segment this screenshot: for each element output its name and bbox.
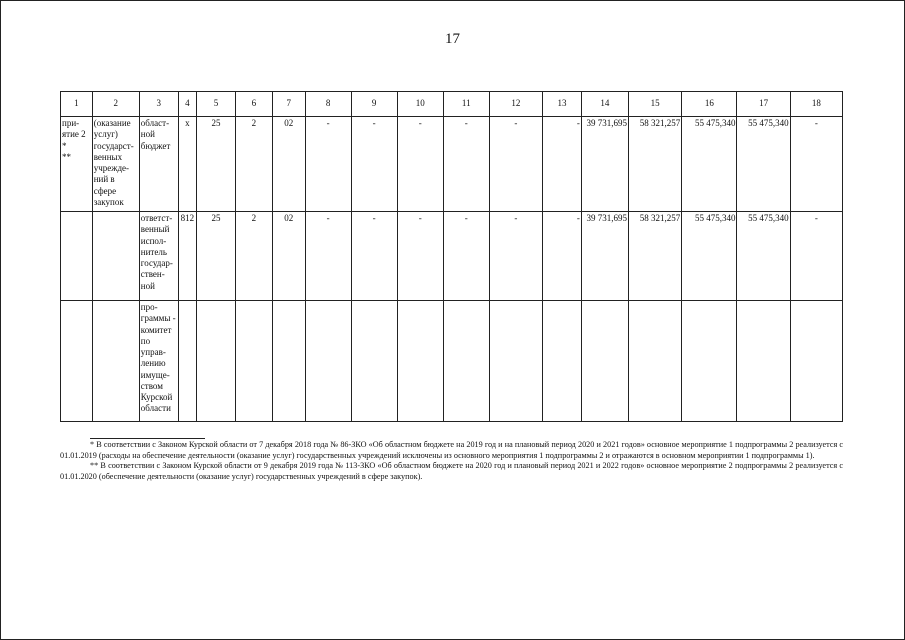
value-cell: 58 321,257 [628, 212, 681, 301]
value-cell: - [443, 212, 489, 301]
header-cell: 8 [305, 92, 351, 117]
header-cell: 7 [272, 92, 305, 117]
header-cell: 18 [790, 92, 842, 117]
event-cell: при- ятие 2 * ** [61, 117, 93, 212]
page-number: 17 [445, 31, 460, 47]
value-cell: 55 475,340 [737, 212, 790, 301]
code-cell [197, 301, 236, 422]
value-cell [351, 301, 397, 422]
budget-table [60, 91, 843, 422]
code-cell: 2 [236, 117, 273, 212]
code-cell: 2 [236, 212, 273, 301]
header-cell: 12 [489, 92, 542, 117]
value-cell: - [351, 212, 397, 301]
value-cell: 55 475,340 [682, 212, 737, 301]
header-cell: 11 [443, 92, 489, 117]
value-cell: - [790, 212, 842, 301]
header-cell: 3 [139, 92, 178, 117]
value-cell [790, 301, 842, 422]
header-cell: 4 [178, 92, 196, 117]
source-cell: област- ной бюджет [139, 117, 178, 212]
value-cell [682, 301, 737, 422]
header-cell: 9 [351, 92, 397, 117]
value-cell: - [489, 117, 542, 212]
value-cell: 39 731,695 [581, 117, 628, 212]
grbs-cell: 812 [178, 212, 196, 301]
code-cell [236, 301, 273, 422]
footnote-1-text: * В соответствии с Законом Курской области от 7 декабря 2018 года № 86-ЗКО «Об областном бюджете на 2019 год и на плановый период 2020 и 2021 годов» основное мероприятие 1 подпрограммы 2 реализуется с 01.01.2019 (расходы на обеспечение деятельности (оказание услуг) государственных учреждений исключены из основного мероприятия 1 подпрограммы 2 и отражаются в основном мероприятии 1 подпрограммы 1). [60, 440, 843, 460]
header-cell: 17 [737, 92, 790, 117]
value-cell: - [397, 117, 443, 212]
value-cell: - [305, 212, 351, 301]
code-cell: 25 [197, 212, 236, 301]
value-cell: - [397, 212, 443, 301]
header-cell: 15 [628, 92, 681, 117]
value-cell [543, 301, 582, 422]
value-cell: - [543, 212, 582, 301]
code-cell: 02 [272, 117, 305, 212]
grbs-cell: х [178, 117, 196, 212]
value-cell: - [489, 212, 542, 301]
header-cell: 14 [581, 92, 628, 117]
code-cell [272, 301, 305, 422]
value-cell: - [790, 117, 842, 212]
value-cell [397, 301, 443, 422]
footnote-1 [60, 440, 843, 461]
value-cell [581, 301, 628, 422]
code-cell: 02 [272, 212, 305, 301]
value-cell [489, 301, 542, 422]
value-cell [443, 301, 489, 422]
footnote-divider [90, 438, 205, 439]
value-cell: 58 321,257 [628, 117, 681, 212]
value-cell: 39 731,695 [581, 212, 628, 301]
footnote-2 [60, 461, 843, 482]
value-cell [737, 301, 790, 422]
event-name-cell: (оказание услуг) государст- венных учрежде- ний в сфере закупок [92, 117, 139, 212]
header-cell: 2 [92, 92, 139, 117]
value-cell: - [543, 117, 582, 212]
footnote-2-text: ** В соответствии с Законом Курской области от 9 декабря 2019 года № 113-ЗКО «Об областном бюджете на 2020 год и плановый период 2021 и 2022 годов» основное мероприятие 2 подпрограммы 2 реализуется с 01.01.2020 (обеспечение деятельности (оказание услуг) государственных учреждений в сфере закупок). [60, 461, 843, 481]
header-cell: 13 [543, 92, 582, 117]
source-cell: про- граммы - комитет по управ- лению имуще- ством Курской области [139, 301, 178, 422]
event-name-cell [92, 301, 139, 422]
value-cell: 55 475,340 [682, 117, 737, 212]
event-name-cell [92, 212, 139, 301]
header-cell: 5 [197, 92, 236, 117]
header-cell: 1 [61, 92, 93, 117]
grbs-cell [178, 301, 196, 422]
header-cell: 6 [236, 92, 273, 117]
table-row [61, 301, 843, 422]
code-cell: 25 [197, 117, 236, 212]
event-cell [61, 212, 93, 301]
footnotes [60, 438, 843, 483]
event-cell [61, 301, 93, 422]
value-cell [628, 301, 681, 422]
table-header-row [61, 92, 843, 117]
value-cell: - [305, 117, 351, 212]
table-row [61, 212, 843, 301]
value-cell: - [351, 117, 397, 212]
value-cell: - [443, 117, 489, 212]
header-cell: 10 [397, 92, 443, 117]
value-cell [305, 301, 351, 422]
source-cell: ответст- венный испол- нитель государ- ствен- ной [139, 212, 178, 301]
table-row [61, 117, 843, 212]
header-cell: 16 [682, 92, 737, 117]
value-cell: 55 475,340 [737, 117, 790, 212]
